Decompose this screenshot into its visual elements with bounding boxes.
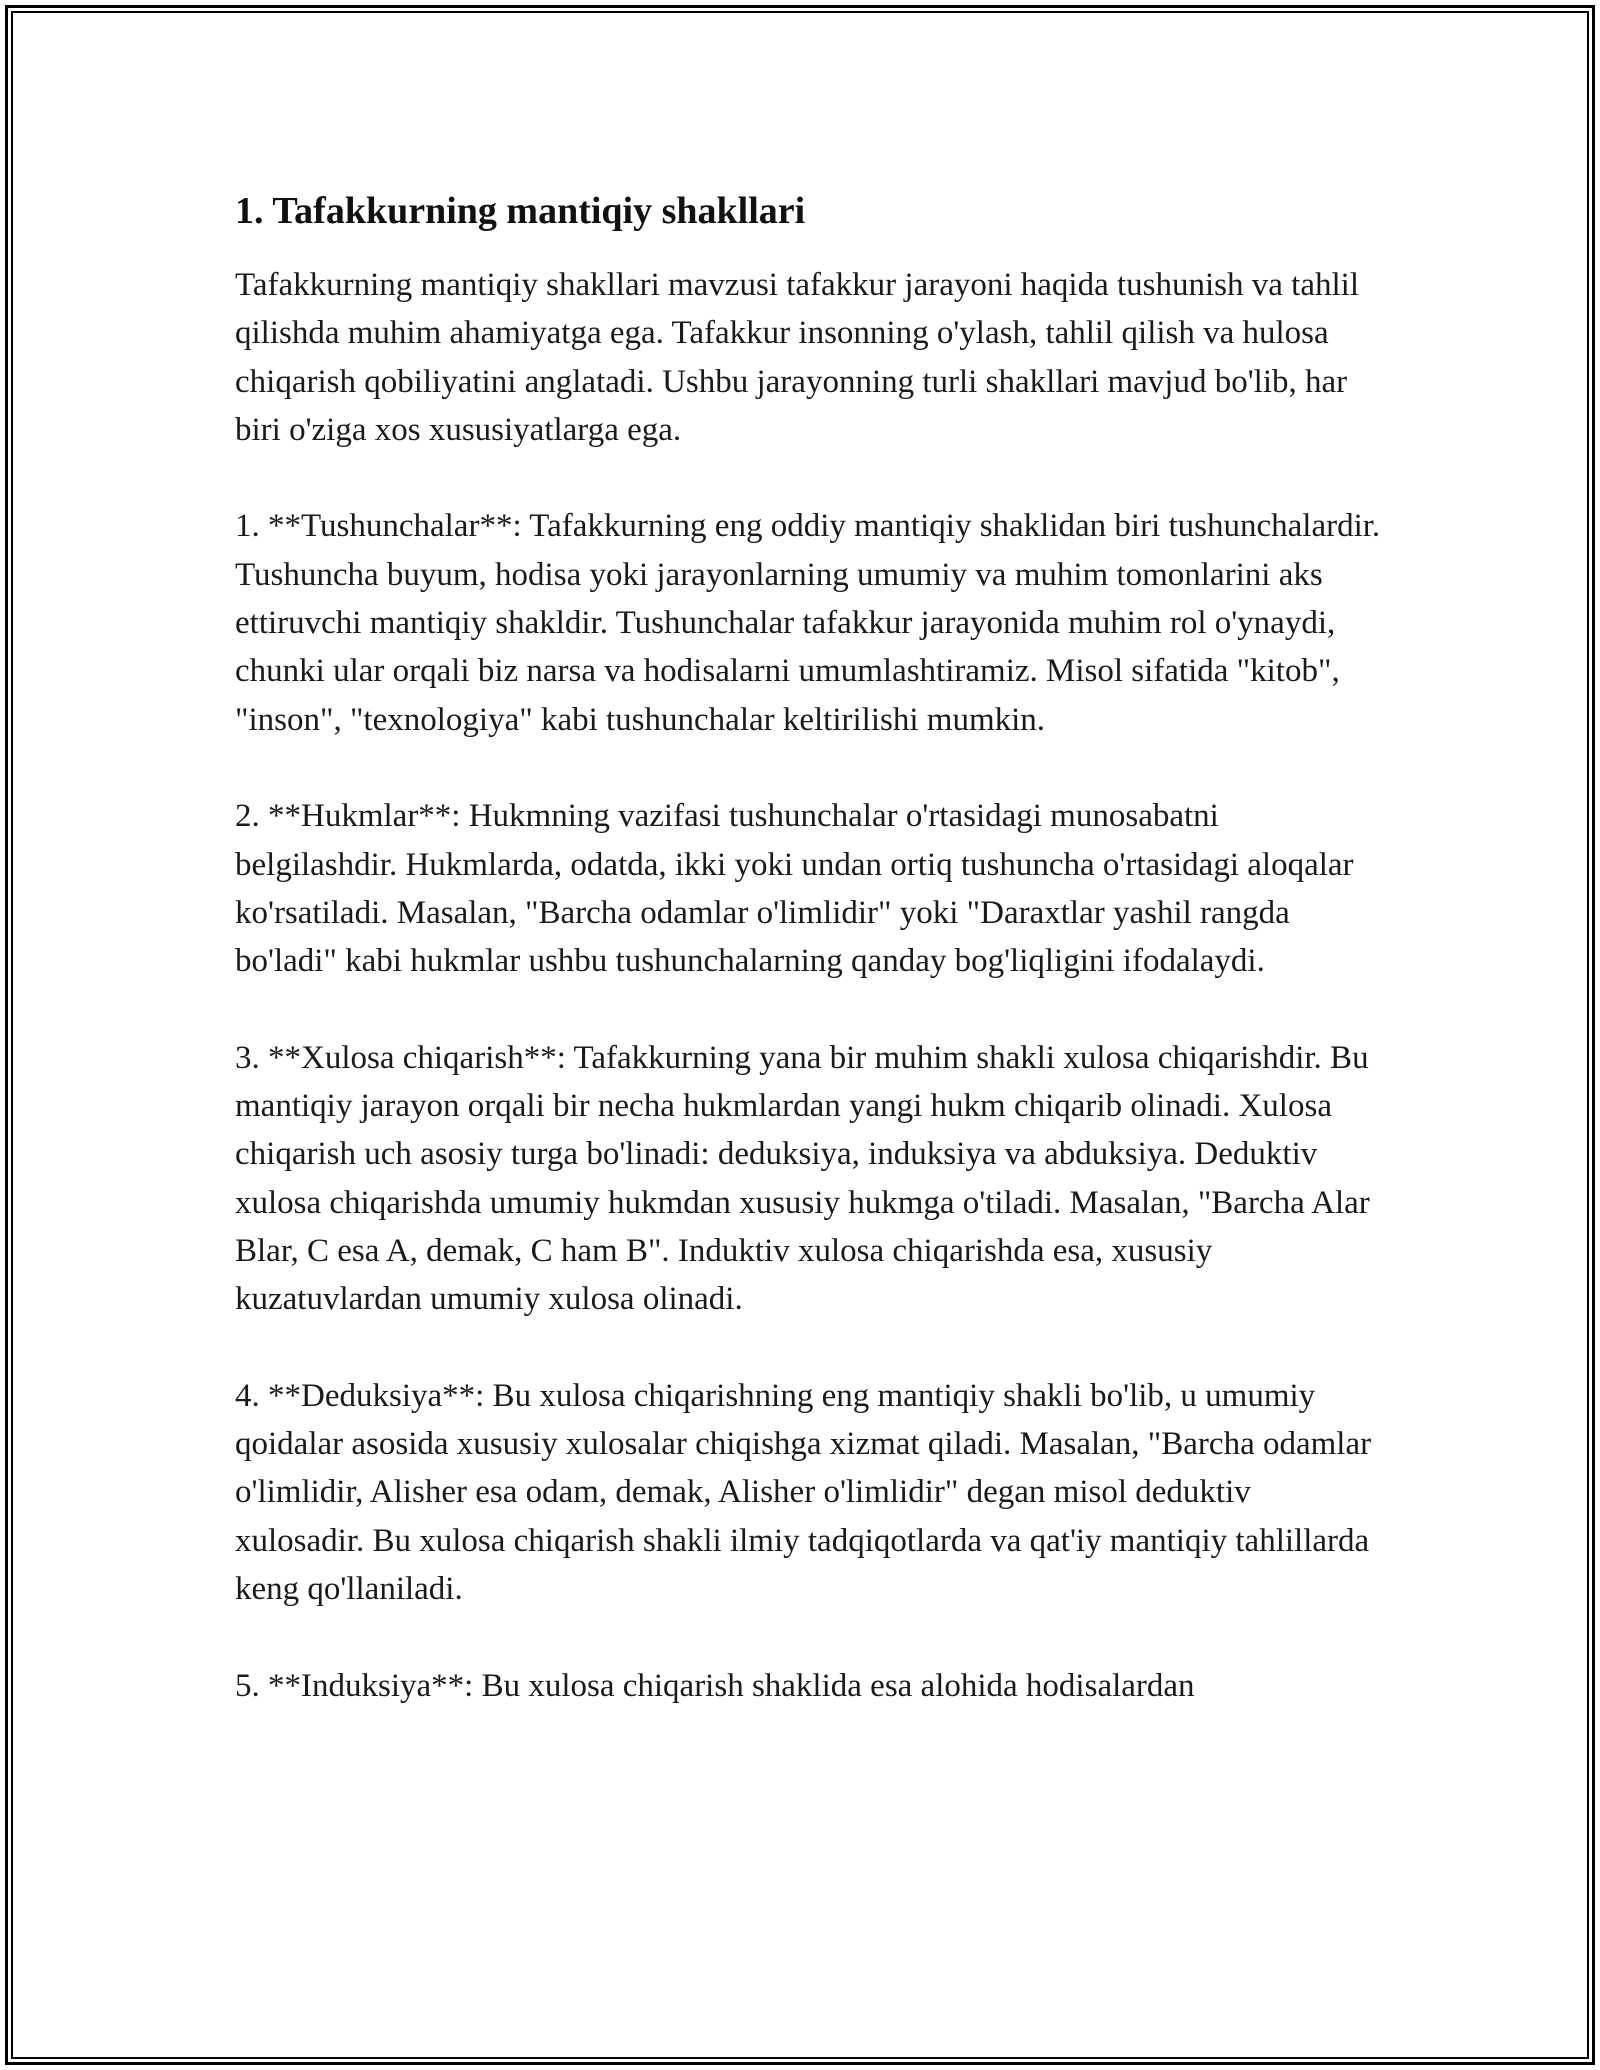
document-page: [235, 187, 1385, 1710]
paragraph-tushunchalar: 1. **Tushunchalar**: Tafakkurning eng oddiy mantiqiy shaklidan biri tushunchalardir. Tushuncha buyum, hodisa yoki jarayonlarning umumiy va muhim tomonlarini aks ettiruvchi mantiqiy shakldir. Tushunchalar tafakkur jarayonida muhim rol o'ynaydi, chunki ular orqali biz narsa va hodisalarni umumlashtiramiz. Misol sifatida "kitob", "inson", "texnologiya" kabi tushunchalar keltirilishi mumkin.: [235, 508, 1381, 738]
document-title: 1. Tafakkurning mantiqiy shakllari: [235, 190, 806, 232]
paragraph-xulosa-chiqarish: 3. **Xulosa chiqarish**: Tafakkurning yana bir muhim shakli xulosa chiqarishdir. Bu mantiqiy jarayon orqali bir necha hukmlardan yangi hukm chiqarib olinadi. Xulosa chiqarish uch asosiy turga bo'linadi: deduksiya, induksiya va abduksiya. Deduktiv xulosa chiqarishda umumiy hukmdan xususiy hukmga o'tiladi. Masalan, "Barcha Alar Blar, C esa A, demak, C ham B". Induktiv xulosa chiqarishda esa, xususiy kuzatuvlardan umumiy xulosa olinadi.: [235, 1039, 1370, 1318]
paragraph-induksiya: 5. **Induksiya**: Bu xulosa chiqarish shaklida esa alohida hodisalardan: [235, 1667, 1195, 1704]
intro-paragraph: Tafakkurning mantiqiy shakllari mavzusi tafakkur jarayoni haqida tushunish va tahlil qilishda muhim ahamiyatga ega. Tafakkur insonning o'ylash, tahlil qilish va hulosa chiqarish qobiliyatini anglatadi. Ushbu jarayonning turli shakllari mavjud bo'lib, har biri o'ziga xos xususiyatlarga ega.: [235, 267, 1359, 448]
paragraph-deduksiya: 4. **Deduksiya**: Bu xulosa chiqarishning eng mantiqiy shakli bo'lib, u umumiy qoidalar asosida xususiy xulosalar chiqishga xizmat qiladi. Masalan, "Barcha odamlar o'limlidir, Alisher esa odam, demak, Alisher o'limlidir" degan misol deduktiv xulosadir. Bu xulosa chiqarish shakli ilmiy tadqiqotlarda va qat'iy mantiqiy tahlillarda keng qo'llaniladi.: [235, 1377, 1372, 1608]
paragraph-hukmlar: 2. **Hukmlar**: Hukmning vazifasi tushunchalar o'rtasidagi munosabatni belgilashdir. Hukmlarda, odatda, ikki yoki undan ortiq tushuncha o'rtasidagi aloqalar ko'rsatiladi. Masalan, "Barcha odamlar o'limlidir" yoki "Daraxtlar yashil rangda bo'ladi" kabi hukmlar ushbu tushunchalarning qanday bog'liqligini ifodalaydi.: [235, 798, 1354, 980]
